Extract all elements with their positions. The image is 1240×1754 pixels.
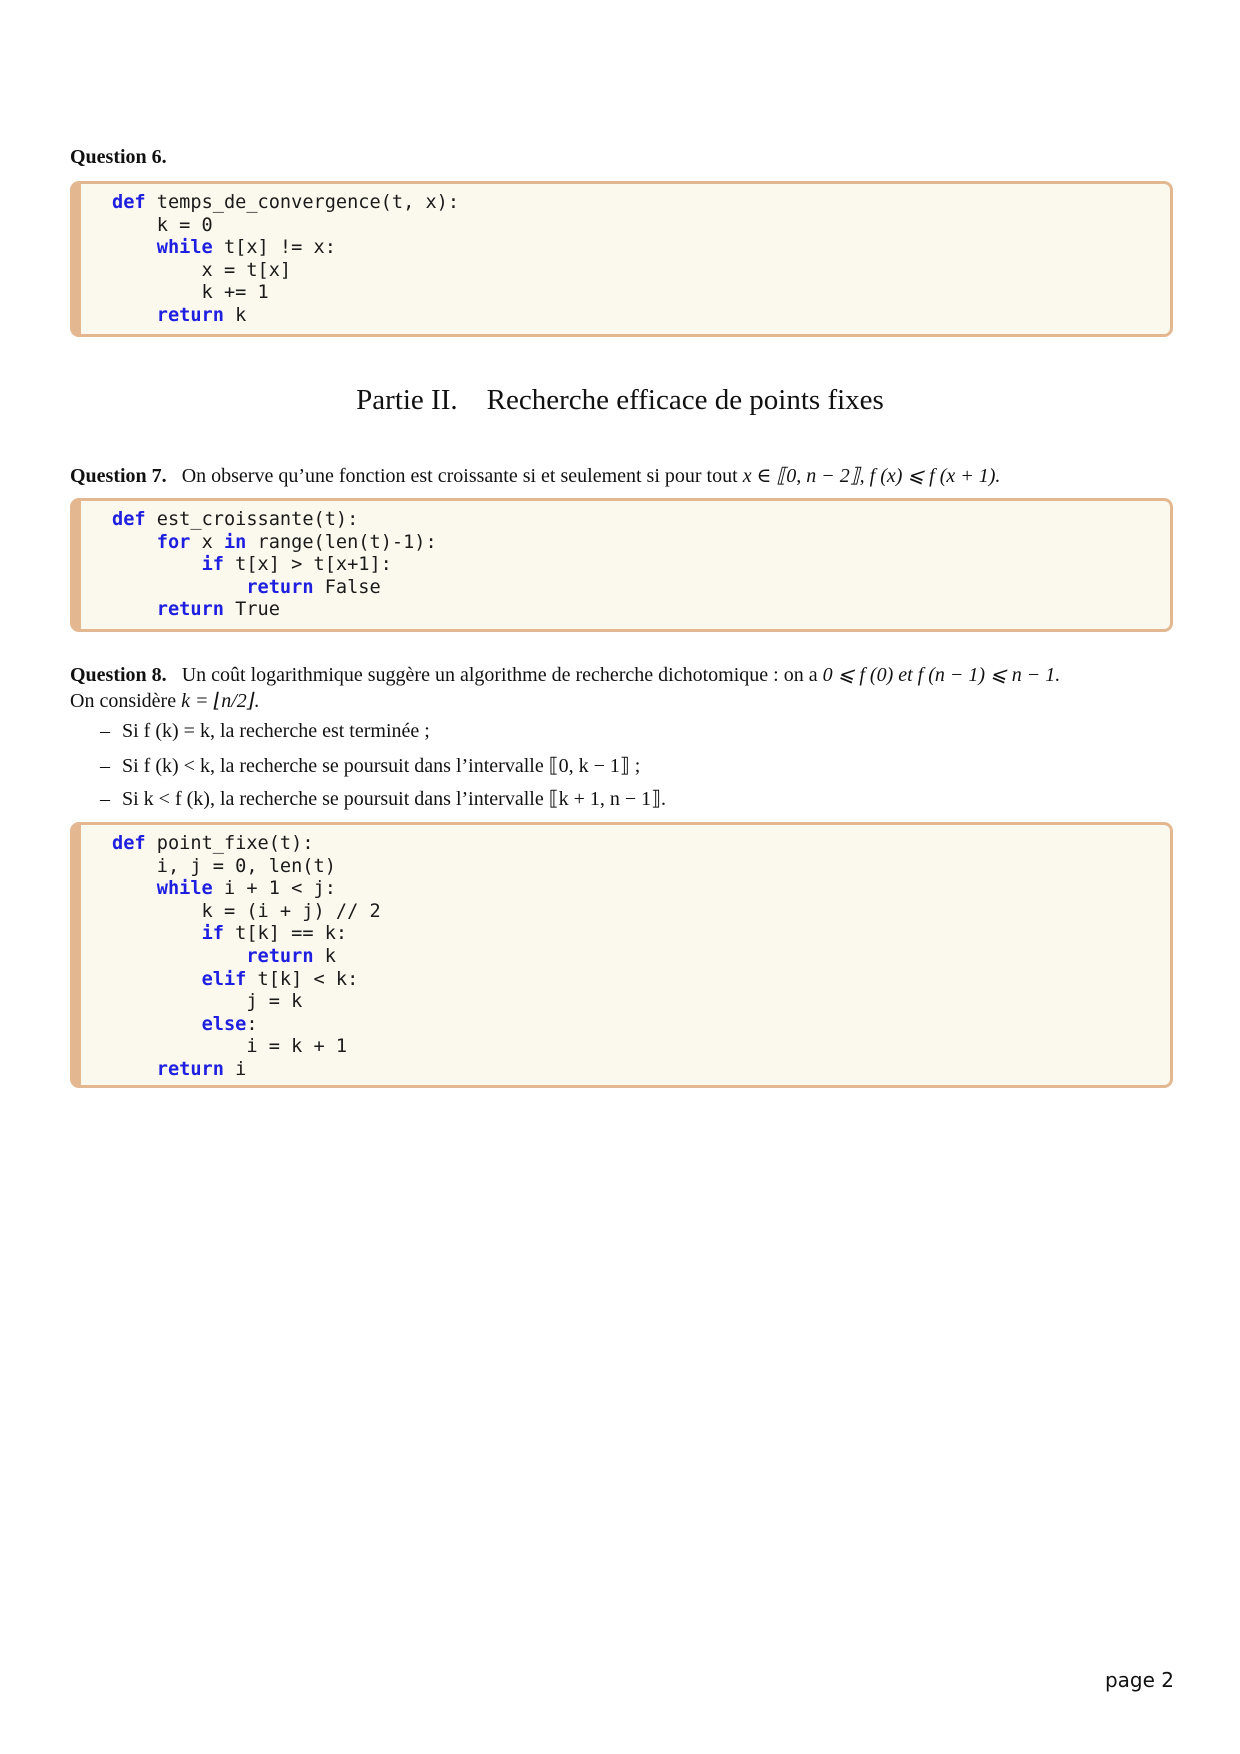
code-block-q6 <box>70 181 1173 337</box>
code-line <box>112 192 459 213</box>
question-8-title: Question 8. <box>70 664 167 686</box>
code-block-q7 <box>70 498 1173 632</box>
code-q8 <box>81 825 1170 1082</box>
code-text: j = k <box>112 991 303 1013</box>
code-text: k = (i + j) // 2 <box>112 900 381 922</box>
code-keyword: elif <box>201 968 247 990</box>
code-text: t[k] < k: <box>246 968 359 990</box>
code-text: i + 1 < j: <box>212 878 336 900</box>
list-item-text: Si k < f (k), la recherche se poursuit dans l’intervalle ⟦k + 1, n − 1⟧. <box>122 788 667 810</box>
code-line <box>112 554 392 575</box>
code-line <box>112 833 314 854</box>
list-item <box>100 786 666 819</box>
code-text: k <box>223 304 247 326</box>
question-8-line2-math: k = ⌊n/2⌋. <box>181 690 260 712</box>
code-keyword: if <box>201 923 224 945</box>
code-text <box>112 923 202 944</box>
code-line <box>112 923 347 944</box>
code-keyword: if <box>201 554 224 576</box>
code-keyword: return <box>156 1058 224 1080</box>
code-text: True <box>223 599 280 621</box>
code-line <box>112 856 336 877</box>
part-label: Partie II. <box>356 384 458 416</box>
code-keyword: def <box>112 192 146 213</box>
code-keyword: for <box>156 531 191 553</box>
code-text: est_croissante(t): <box>145 509 359 530</box>
code-keyword: in <box>223 531 247 553</box>
code-text <box>112 237 157 258</box>
code-line <box>112 1014 258 1035</box>
code-text <box>112 532 157 553</box>
code-text: t[k] == k: <box>223 923 348 945</box>
question-8-line2-text: On considère <box>70 690 177 712</box>
code-text: i, j = 0, len(t) <box>112 855 336 877</box>
code-text: False <box>313 576 381 598</box>
part-title: Recherche efficace de points fixes <box>486 384 884 416</box>
code-text: temps_de_convergence(t, x): <box>145 192 460 213</box>
code-line <box>112 969 358 990</box>
code-text: point_fixe(t): <box>145 833 314 854</box>
question-8-statement <box>70 662 1060 687</box>
list-item <box>100 753 666 786</box>
list-item-text: Si f (k) < k, la recherche se poursuit dans l’intervalle ⟦0, k − 1⟧ ; <box>122 755 641 777</box>
code-line <box>112 599 280 620</box>
code-text <box>112 1014 202 1035</box>
code-line <box>112 946 336 967</box>
code-text: t[x] > t[x+1]: <box>223 554 392 576</box>
code-text <box>112 878 157 899</box>
question-8-line2 <box>70 688 260 713</box>
code-text: x <box>190 531 224 553</box>
code-text: i = k + 1 <box>112 1036 348 1058</box>
code-line <box>112 305 246 326</box>
list-dash: – <box>100 788 110 810</box>
code-line <box>112 878 336 899</box>
question-7-title: Question 7. <box>70 465 167 487</box>
code-line <box>112 237 336 258</box>
code-line <box>112 991 302 1012</box>
code-line <box>112 1059 246 1080</box>
code-text: i <box>223 1058 247 1080</box>
list-dash: – <box>100 755 110 777</box>
code-keyword: while <box>156 237 213 259</box>
code-line <box>112 532 437 553</box>
list-item-text: Si f (k) = k, la recherche est terminée ; <box>122 720 430 742</box>
code-line <box>112 215 213 236</box>
code-text <box>112 599 157 620</box>
code-text: x = t[x] <box>112 259 292 281</box>
list-item <box>100 720 666 753</box>
code-keyword: def <box>112 509 146 530</box>
code-text <box>112 577 246 598</box>
question-7-statement <box>70 463 1000 488</box>
code-text <box>112 969 202 990</box>
code-text: range(len(t)-1): <box>246 531 437 553</box>
code-keyword: while <box>156 878 213 900</box>
question-8-line1-math: 0 ⩽ f (0) et f (n − 1) ⩽ n − 1. <box>822 664 1061 686</box>
question-7-math: x ∈ ⟦0, n − 2⟧, f (x) ⩽ f (x + 1). <box>742 465 1001 487</box>
code-text: t[x] != x: <box>212 237 336 259</box>
code-text: k += 1 <box>112 282 269 304</box>
code-text: k <box>313 945 336 967</box>
question-8-line1-text: Un coût logarithmique suggère un algorithme de recherche dichotomique : on a <box>181 664 818 686</box>
code-line <box>112 509 358 530</box>
code-text <box>112 1059 157 1080</box>
code-line <box>112 577 381 598</box>
code-q6 <box>81 184 1170 328</box>
code-text <box>112 305 157 326</box>
code-line <box>112 1036 347 1057</box>
list-dash: – <box>100 720 110 742</box>
code-line <box>112 260 291 281</box>
code-text <box>112 946 246 967</box>
part-heading <box>0 384 1240 417</box>
code-keyword: def <box>112 833 146 854</box>
code-line <box>112 282 269 303</box>
code-keyword: return <box>156 304 224 326</box>
code-text <box>112 554 202 575</box>
code-q7 <box>81 501 1170 622</box>
case-list <box>100 720 666 819</box>
page-number: page 2 <box>1104 1668 1174 1692</box>
code-keyword: else <box>201 1013 247 1035</box>
code-keyword: return <box>246 576 314 598</box>
question-7-text: On observe qu’une fonction est croissante si et seulement si pour tout <box>181 465 738 487</box>
code-text: k = 0 <box>112 214 213 236</box>
question-6-title: Question 6. <box>70 146 167 168</box>
code-keyword: return <box>156 599 224 621</box>
code-keyword: return <box>246 945 314 967</box>
code-text: : <box>246 1013 258 1035</box>
code-line <box>112 901 381 922</box>
code-block-q8 <box>70 822 1173 1088</box>
